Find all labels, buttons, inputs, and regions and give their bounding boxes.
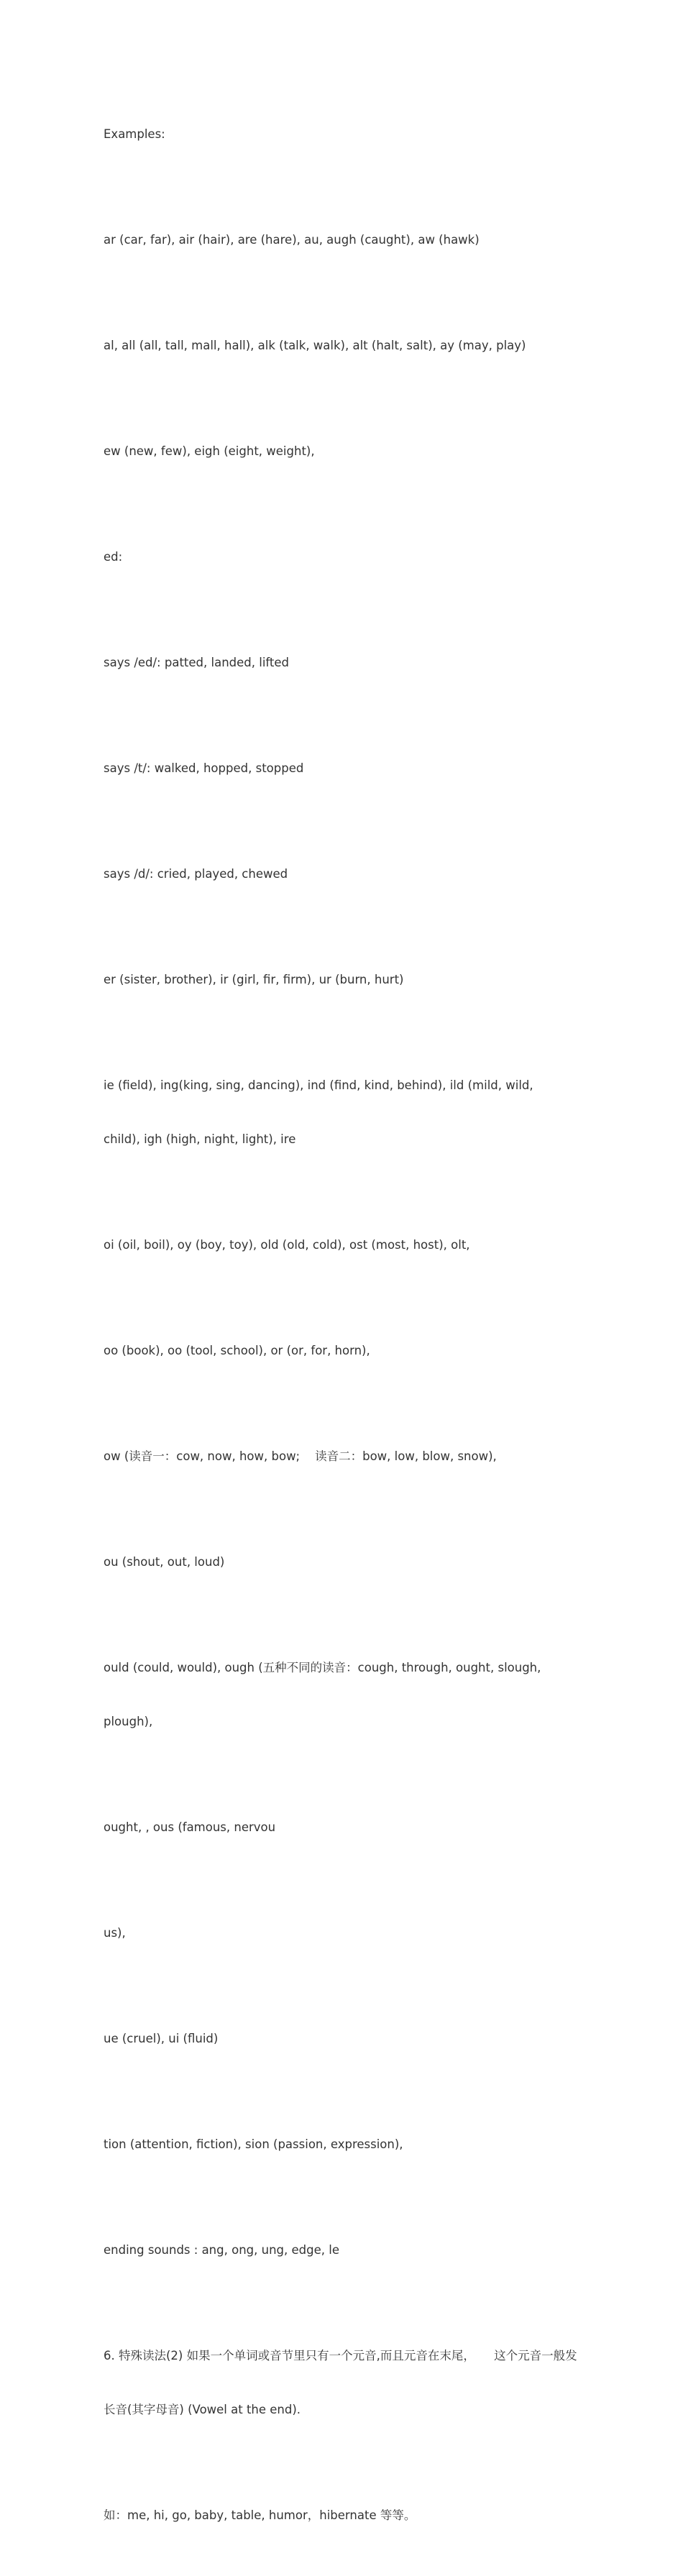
text-line: al, all (all, tall, mall, hall), alk (talk, walk), alt (halt, salt), ay (may, play) (104, 339, 526, 352)
paragraph (104, 935, 585, 1025)
paragraph (104, 1994, 585, 2084)
paragraph (104, 618, 585, 707)
paragraph (104, 406, 585, 496)
document-page (104, 89, 585, 2576)
text-line: child), igh (high, night, light), ire (104, 1132, 296, 1146)
paragraph (104, 2099, 585, 2189)
text-line: oo (book), oo (tool, school), or (or, for, horn), (104, 1344, 370, 1357)
paragraph (104, 2311, 585, 2454)
text-line: ed: (104, 550, 123, 564)
text-line: ending sounds : ang, ong, ung, edge, le (104, 2243, 339, 2257)
paragraph (104, 1517, 585, 1607)
paragraph (104, 1782, 585, 1872)
text-line: ue (cruel), ui (fluid) (104, 2032, 219, 2045)
text-line: ou (shout, out, loud) (104, 1555, 225, 1569)
text-line: says /t/: walked, hopped, stopped (104, 761, 304, 775)
paragraph (104, 1200, 585, 1290)
text-line: plough), (104, 1715, 153, 1728)
text-line: tion (attention, fiction), sion (passion, expression), (104, 2137, 403, 2151)
text-line: 长音(其字母音) (Vowel at the end). (104, 2403, 301, 2416)
text-line: says /d/: cried, played, chewed (104, 867, 288, 881)
paragraph (104, 1411, 585, 1501)
text-line: er (sister, brother), ir (girl, fir, firm), ur (burn, hurt) (104, 973, 404, 986)
paragraph (104, 1040, 585, 1184)
text-line: ew (new, few), eigh (eight, weight), (104, 444, 315, 458)
text-line: says /ed/: patted, landed, lifted (104, 656, 290, 669)
paragraph (104, 723, 585, 813)
text-line: Examples: (104, 127, 165, 141)
paragraph (104, 301, 585, 390)
paragraph (104, 195, 585, 285)
paragraph (104, 1888, 585, 1978)
paragraph (104, 1306, 585, 1395)
text-line: ould (could, would), ough (五种不同的读音：cough, through, ought, slough, (104, 1661, 541, 1674)
text-line: oi (oil, boil), oy (boy, toy), old (old, cold), ost (most, host), olt, (104, 1238, 470, 1252)
text-line: ar (car, far), air (hair), are (hare), au, augh (caught), aw (hawk) (104, 233, 480, 247)
paragraph (104, 829, 585, 919)
paragraph (104, 2470, 585, 2560)
paragraph (104, 2205, 585, 2295)
text-line: us), (104, 1926, 126, 1940)
text-line: ie (field), ing(king, sing, dancing), ind (find, kind, behind), ild (mild, wild, (104, 1078, 533, 1092)
paragraph (104, 1623, 585, 1766)
paragraph (104, 512, 585, 602)
text-line: ow (读音一：cow, now, how, bow; 读音二：bow, low, blow, snow), (104, 1449, 497, 1463)
paragraph (104, 89, 585, 179)
text-line: ought, , ous (famous, nervou (104, 1820, 276, 1834)
text-line: 如：me, hi, go, baby, table, humor，hibernate 等等。 (104, 2508, 416, 2522)
text-line: 6. 特殊读法(2) 如果一个单词或音节里只有一个元音,而且元音在末尾， 这个元音一般发 (104, 2349, 577, 2362)
